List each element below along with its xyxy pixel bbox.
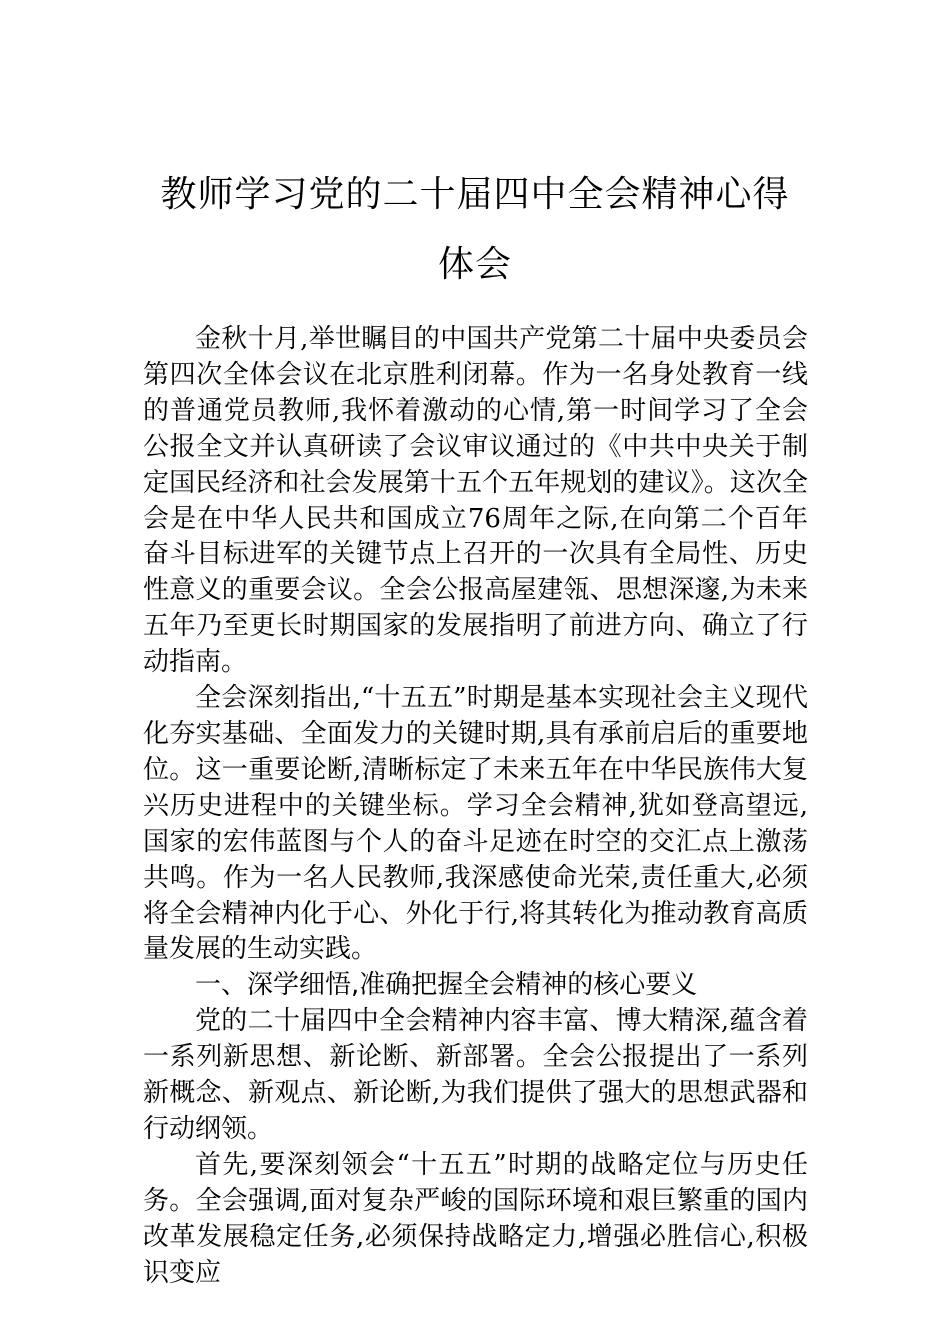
paragraph-core-essence: 党的二十届四中全会精神内容丰富、博大精深,蕴含着一系列新思想、新论断、新部署。全会公报提出了一系列新概念、新观点、新论断,为我们提供了强大的思想武器和行动纲领。 [143,1006,808,1144]
paragraph-key-period: 全会深刻指出,“十五五”时期是基本实现社会主义现代化夯实基础、全面发力的关键时期,具有承前启后的重要地位。这一重要论断,清晰标定了未来五年在中华民族伟大复兴历史进程中的关键坐标。学习全会精神,犹如登高望远,国家的宏伟蓝图与个人的奋斗足迹在时空的交汇点上激荡共鸣。作为一名人民教师,我深感使命光荣,责任重大,必须将全会精神内化于心、外化于行,将其转化为推动教育高质量发展的生动实践。 [143,683,808,965]
section-heading-1: 一、深学细悟,准确把握全会精神的核心要义 [195,970,698,1001]
document-body [143,322,808,1291]
document-title: 教师学习党的二十届四中全会精神心得体会 [160,174,790,285]
paragraph-strategic-positioning: 首先,要深刻领会“十五五”时期的战略定位与历史任务。全会强调,面对复杂严峻的国际环境和艰巨繁重的国内改革发展稳定任务,必须保持战略定力,增强必胜信心,积极识变应 [143,1149,808,1288]
paragraph-intro: 金秋十月,举世瞩目的中国共产党第二十届中央委员会第四次全体会议在北京胜利闭幕。作为一名身处教育一线的普通党员教师,我怀着激动的心情,第一时间学习了全会公报全文并认真研读了会议审议通过的《中共中央关于制定国民经济和社会发展第十五个五年规划的建议》。这次全会是在中华人民共和国成立76周年之际,在向第二个百年奋斗目标进军的关键节点上召开的一次具有全局性、历史性意义的重要会议。全会公报高屋建瓴、思想深邃,为未来五年乃至更长时期国家的发展指明了前进方向、确立了行动指南。 [143,324,808,678]
